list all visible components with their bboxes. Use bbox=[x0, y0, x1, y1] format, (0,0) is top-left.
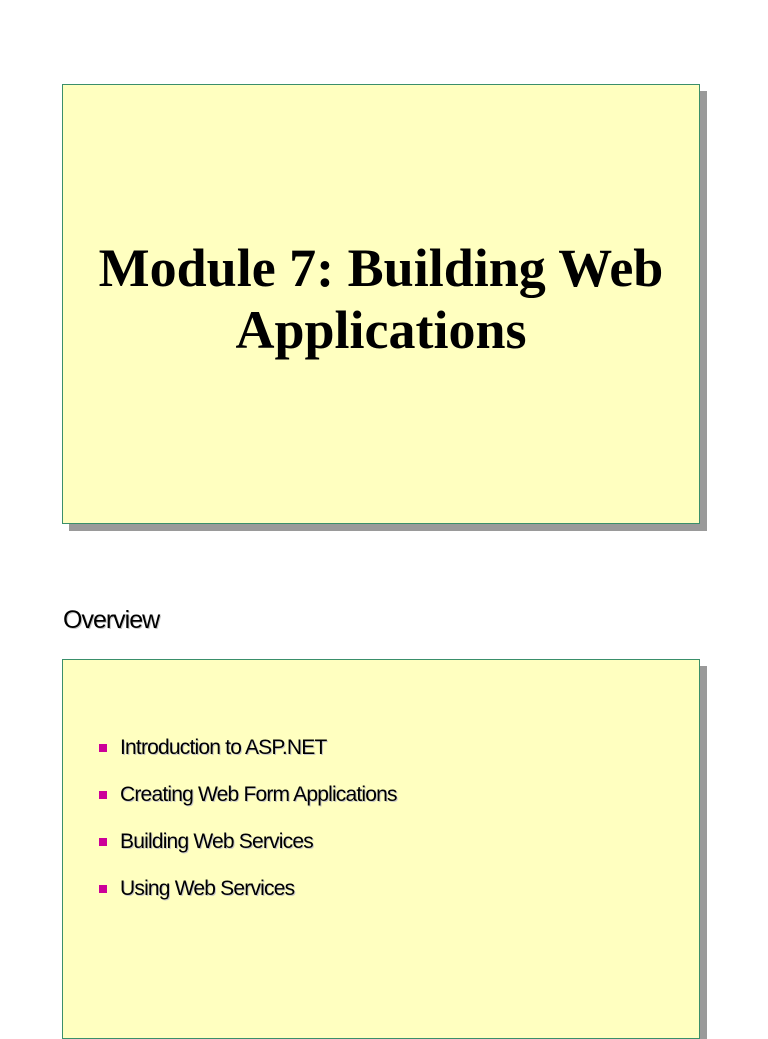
title-line-2: Applications bbox=[235, 300, 527, 360]
slide-title bbox=[63, 237, 699, 361]
list-item-text: Building Web Services bbox=[120, 830, 313, 853]
overview-slide bbox=[62, 659, 700, 1039]
list-item bbox=[97, 736, 397, 783]
square-bullet-icon bbox=[99, 885, 107, 893]
list-item bbox=[97, 877, 397, 924]
list-item-text: Using Web Services bbox=[120, 877, 295, 900]
list-item bbox=[97, 830, 397, 877]
list-item-text: Creating Web Form Applications bbox=[120, 783, 397, 806]
title-slide bbox=[62, 84, 700, 524]
square-bullet-icon bbox=[99, 791, 107, 799]
list-item-text: Introduction to ASP.NET bbox=[120, 736, 327, 759]
title-line-1: Module 7: Building Web bbox=[98, 238, 664, 298]
overview-heading: Overview bbox=[63, 606, 160, 634]
square-bullet-icon bbox=[99, 744, 107, 752]
overview-bullet-list bbox=[97, 736, 397, 924]
square-bullet-icon bbox=[99, 838, 107, 846]
list-item bbox=[97, 783, 397, 830]
